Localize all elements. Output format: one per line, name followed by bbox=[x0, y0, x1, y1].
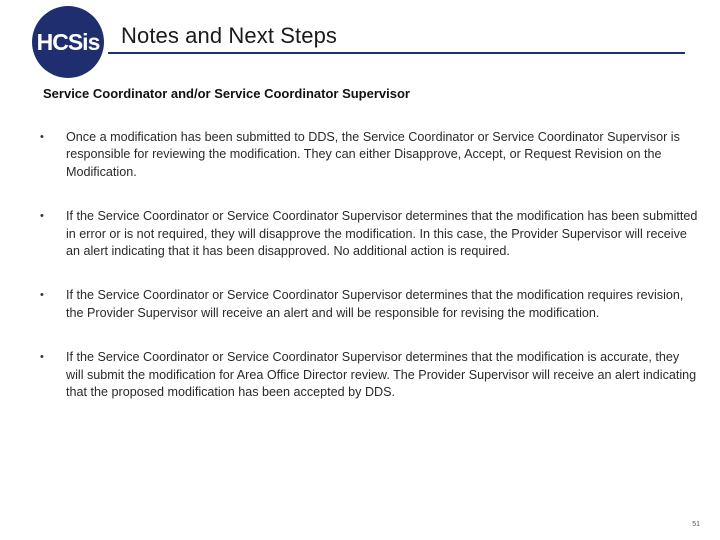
bullet-marker: • bbox=[40, 351, 44, 364]
page-title: Notes and Next Steps bbox=[121, 23, 338, 48]
bullet-list bbox=[40, 129, 700, 401]
bullet-marker: • bbox=[40, 289, 44, 302]
bullet-marker: • bbox=[40, 210, 44, 223]
title-divider bbox=[108, 52, 685, 54]
bullet-item-4 bbox=[40, 349, 700, 401]
hcsis-logo-text: HCSis bbox=[36, 29, 100, 55]
bullet-item-2 bbox=[40, 208, 700, 260]
bullet-text: Once a modification has been submitted to DDS, the Service Coordinator or Service Coordinator Supervisor is responsible for reviewing the modification. They can either Disapprove, Accept, or Request Revision on the Modification. bbox=[66, 130, 680, 179]
bullet-text: If the Service Coordinator or Service Coordinator Supervisor determines that the modification is accurate, they will submit the modification for Area Office Director review. The Provider Supervisor will receive an alert indicating that the proposed modification has been accepted by DDS. bbox=[66, 350, 697, 400]
hcsis-logo-graphic bbox=[31, 5, 105, 79]
bullet-marker: • bbox=[40, 131, 44, 143]
hcsis-logo bbox=[31, 5, 105, 79]
bullet-text: If the Service Coordinator or Service Coordinator Supervisor determines that the modification has been submitted in error or is not required, they will disapprove the modification. In this case, the Provider Supervisor will receive an alert indicating that it has been disapproved. No additional action is required. bbox=[66, 209, 698, 259]
section-heading: Service Coordinator and/or Service Coordinator Supervisor bbox=[43, 86, 410, 101]
bullet-item-1 bbox=[40, 129, 700, 181]
page-number: 51 bbox=[692, 521, 700, 528]
bullet-text: If the Service Coordinator or Service Coordinator Supervisor determines that the modification requires revision, the Provider Supervisor will receive an alert and will be responsible for revising the modification. bbox=[66, 288, 684, 320]
bullet-item-3 bbox=[40, 287, 700, 322]
